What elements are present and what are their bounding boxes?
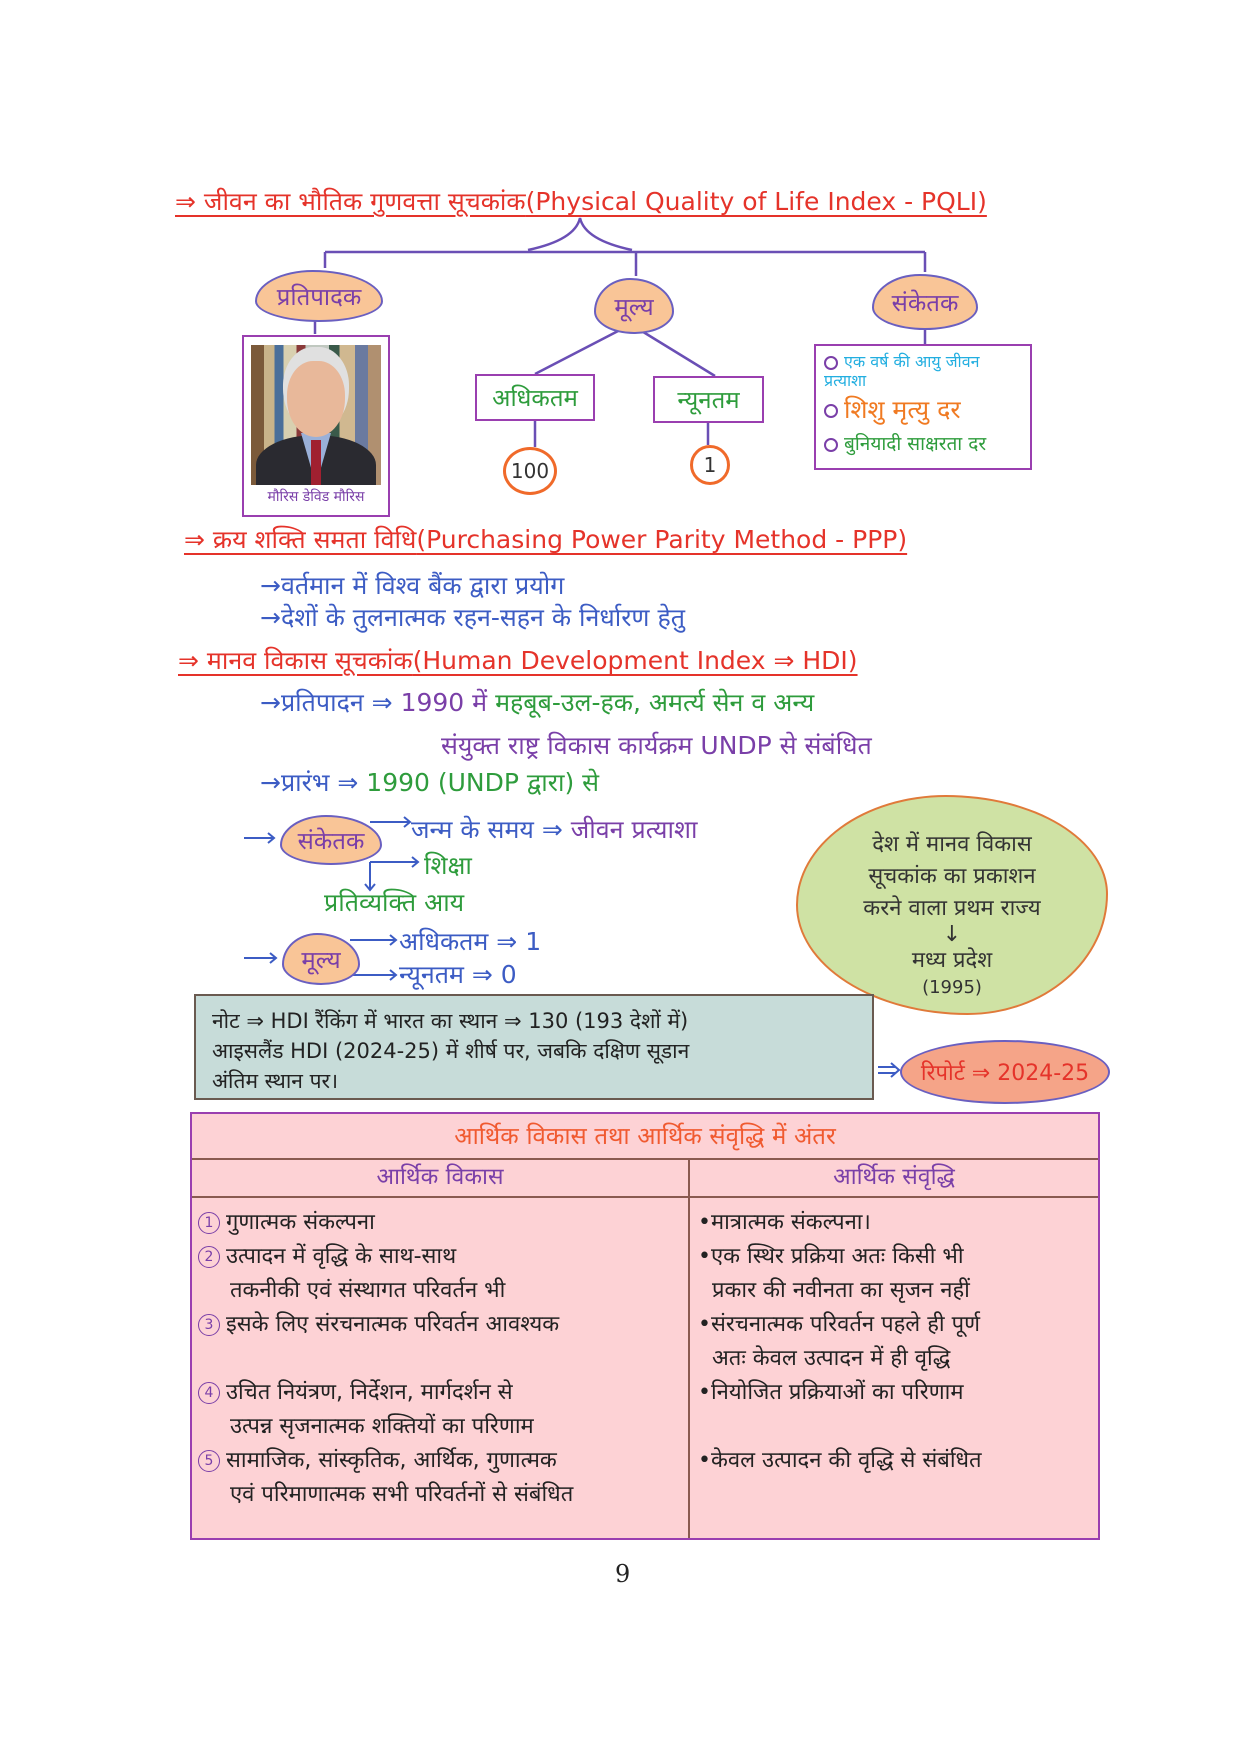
table-row — [698, 1308, 1094, 1376]
hdi-title-english: (Human Development Index ⇒ HDI) — [412, 646, 858, 675]
first-state-line: करने वाला प्रथम राज्य — [863, 896, 1041, 921]
start-prefix: →प्रारंभ ⇒ — [260, 768, 359, 797]
table-row: •मात्रात्मक संकल्पना। — [698, 1210, 871, 1235]
down-arrow-icon: ↓ — [942, 922, 962, 947]
table-row — [198, 1308, 684, 1342]
table-title: आर्थिक विकास तथा आर्थिक संवृद्धि में अंतर — [192, 1114, 1098, 1160]
max-value-circle — [503, 447, 557, 495]
development-column — [198, 1206, 684, 1512]
hdi-proposed-line — [260, 685, 814, 719]
indicator-item — [824, 352, 1022, 390]
min-value-circle — [690, 445, 730, 485]
hdi-max: अधिकतम ⇒ 1 — [399, 927, 542, 956]
ppp-point: →देशों के तुलनात्मक रहन-सहन के निर्धारण हेतु — [260, 603, 685, 632]
hdi-min: न्यूनतम ⇒ 0 — [399, 960, 517, 989]
proposed-by: महबूब-उल-हक, अमर्त्य सेन व अन्य — [495, 688, 815, 717]
comparison-table — [190, 1112, 1100, 1540]
cell-text: तकनीकी एवं संस्थागत परिवर्तन भी — [230, 1278, 506, 1303]
table-row: •नियोजित प्रक्रियाओं का परिणाम — [698, 1380, 964, 1405]
cell-text: अतः केवल उत्पादन में ही वृद्धि — [712, 1346, 951, 1371]
table-header-growth: आर्थिक संवृद्धि — [690, 1158, 1098, 1198]
hdi-indicator-1 — [411, 812, 697, 846]
row-number: 3 — [198, 1314, 220, 1336]
proposed-year: 1990 में — [400, 688, 488, 717]
report-cloud — [900, 1040, 1110, 1104]
max-value: 100 — [510, 459, 550, 483]
first-state-name: मध्य प्रदेश — [911, 948, 993, 973]
ppp-heading — [184, 522, 907, 556]
table-row — [198, 1206, 684, 1240]
row-number: 1 — [198, 1212, 220, 1234]
min-box — [653, 376, 764, 423]
note-line: नोट ⇒ HDI रैंकिंग में भारत का स्थान ⇒ 130 (193 देशों में) — [212, 1009, 689, 1033]
indicator-list — [814, 344, 1032, 470]
indicator-text: बुनियादी साक्षरता दर — [844, 433, 987, 455]
table-row — [198, 1444, 684, 1512]
note-line: आइसलैंड HDI (2024-25) में शीर्ष पर, जबकि दक्षिण सूडान — [212, 1039, 690, 1063]
proponent-photo-frame — [242, 335, 390, 517]
indicator-item — [824, 430, 1022, 458]
indicator-1-value: जीवन प्रत्याशा — [570, 815, 698, 844]
first-state-cloud — [796, 795, 1108, 1015]
hdi-heading — [178, 643, 858, 677]
cell-text: •एक स्थिर प्रक्रिया अतः किसी भी — [698, 1244, 964, 1269]
proposed-prefix: →प्रतिपादन ⇒ — [260, 688, 393, 717]
indicator-1-prefix: जन्म के समय ⇒ — [411, 815, 563, 844]
start-value: 1990 (UNDP द्वारा) से — [366, 768, 600, 797]
hdi-indicator-2: शिक्षा — [424, 851, 472, 880]
proponent-label: प्रतिपादक — [276, 282, 362, 311]
indicator-item — [824, 390, 1022, 430]
row-number: 2 — [198, 1246, 220, 1268]
first-state-line: सूचकांक का प्रकाशन — [868, 864, 1036, 889]
report-year: रिपोर्ट ⇒ 2024-25 — [920, 1061, 1090, 1086]
table-header-development: आर्थिक विकास — [192, 1158, 688, 1198]
table-row — [698, 1240, 1094, 1308]
page-number: 9 — [615, 1560, 631, 1588]
cell-text: उत्पादन में वृद्धि के साथ-साथ — [226, 1244, 457, 1269]
column-divider — [688, 1158, 690, 1538]
note-line: अंतिम स्थान पर। — [212, 1069, 339, 1093]
value-label: मूल्य — [614, 292, 654, 321]
ppp-title-english: (Purchasing Power Parity Method - PPP) — [416, 525, 908, 554]
first-state-year: (1995) — [922, 977, 982, 998]
min-label: न्यूनतम — [677, 386, 740, 414]
hdi-indicator-label: संकेतक — [297, 826, 365, 855]
min-value: 1 — [703, 453, 717, 477]
max-label: अधिकतम — [492, 384, 578, 412]
ppp-title-hindi: ⇒ क्रय शक्ति समता विधि — [184, 525, 417, 554]
cell-text: •संरचनात्मक परिवर्तन पहले ही पूर्ण — [698, 1312, 980, 1337]
indicator-text: शिशु मृत्यु दर — [844, 395, 961, 424]
cell-text: उत्पन्न सृजनात्मक शक्तियों का परिणाम — [230, 1414, 534, 1439]
cell-text: सामाजिक, सांस्कृतिक, आर्थिक, गुणात्मक — [226, 1448, 557, 1473]
table-row: •केवल उत्पादन की वृद्धि से संबंधित — [698, 1448, 982, 1473]
cell-text: एवं परिमाणात्मक सभी परिवर्तनों से संबंधित — [230, 1482, 574, 1507]
cell-text: इसके लिए संरचनात्मक परिवर्तन आवश्यक — [226, 1312, 560, 1337]
hdi-value-label: मूल्य — [301, 945, 341, 974]
hdi-title-hindi: ⇒ मानव विकास सूचकांक — [178, 646, 413, 675]
ppp-point: →वर्तमान में विश्व बैंक द्वारा प्रयोग — [260, 571, 565, 600]
cell-text: प्रकार की नवीनता का सृजन नहीं — [712, 1278, 970, 1303]
indicator-label: संकेतक — [891, 288, 959, 317]
report-arrow-icon — [876, 1060, 902, 1080]
hdi-start-line — [260, 765, 599, 799]
undp-line: संयुक्त राष्ट्र विकास कार्यक्रम UNDP से संबंधित — [441, 731, 872, 760]
table-row — [198, 1240, 684, 1308]
pqli-title-hindi: ⇒ जीवन का भौतिक गुणवत्ता सूचकांक — [175, 187, 526, 216]
first-state-line: देश में मानव विकास — [872, 832, 1032, 857]
row-number: 5 — [198, 1450, 220, 1472]
table-row — [198, 1376, 684, 1444]
portrait-photo — [251, 345, 381, 485]
cell-text: उचित नियंत्रण, निर्देशन, मार्गदर्शन से — [226, 1380, 513, 1405]
cell-text: गुणात्मक संकल्पना — [226, 1210, 375, 1235]
indicator-text: एक वर्ष की आयु जीवन प्रत्याशा — [824, 352, 980, 390]
growth-column — [698, 1206, 1094, 1478]
pqli-title-english: (Physical Quality of Life Index - PQLI) — [525, 187, 987, 216]
hdi-indicator-3: प्रतिव्यक्ति आय — [324, 888, 465, 917]
row-number: 4 — [198, 1382, 220, 1404]
proponent-name: मौरिस डेविड मौरिस — [267, 489, 365, 505]
hdi-note-box — [194, 994, 874, 1100]
max-box — [475, 374, 595, 421]
